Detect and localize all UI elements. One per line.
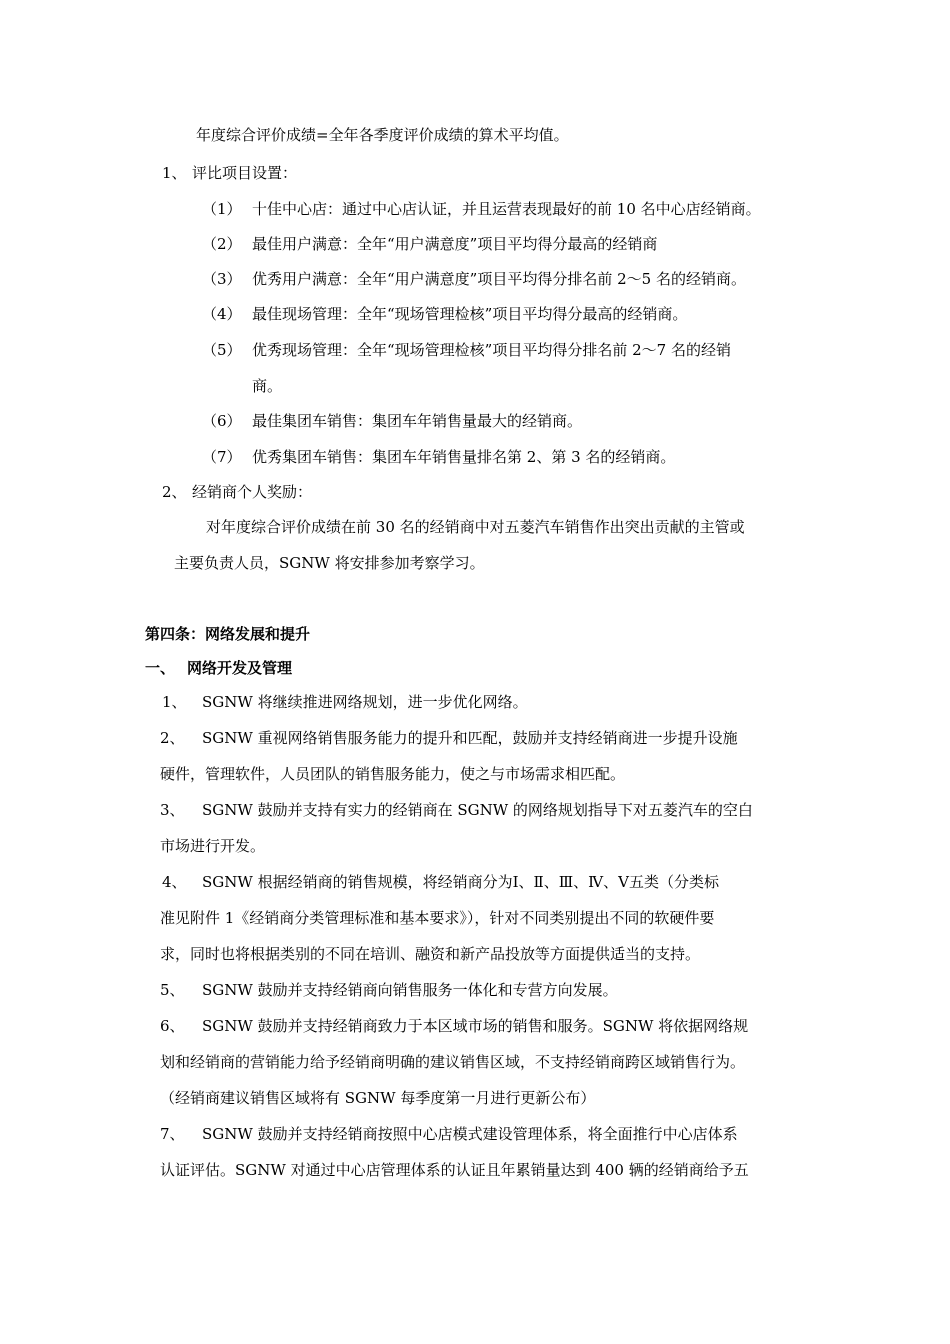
clause-text: SGNW 将继续推进网络规划，进一步优化网络。: [202, 693, 528, 711]
section-1-number: 1、: [162, 164, 187, 182]
item-text-continued: 商。: [252, 377, 283, 395]
clause-text: SGNW 鼓励并支持有实力的经销商在 SGNW 的网络规划指导下对五菱汽车的空白: [202, 801, 753, 819]
item-text: 最佳现场管理：全年“现场管理检核”项目平均得分最高的经销商。: [252, 305, 688, 323]
list-item: [202, 304, 687, 324]
list-item: [202, 447, 675, 467]
clause-text: SGNW 重视网络销售服务能力的提升和匹配，鼓励并支持经销商进一步提升设施: [202, 729, 738, 747]
item-text: 十佳中心店：通过中心店认证，并且运营表现最好的前 10 名中心店经销商。: [252, 200, 761, 218]
clause-text: SGNW 鼓励并支持经销商致力于本区域市场的销售和服务。SGNW 将依据网络规: [202, 1017, 749, 1035]
clause-4-line-2: 准见附件 1《经销商分类管理标准和基本要求》），针对不同类别提出不同的软硬件要: [160, 909, 715, 927]
subsection-heading: [145, 658, 292, 678]
clause-number: 7、: [160, 1125, 185, 1143]
clause-number: 5、: [160, 981, 185, 999]
article-heading: 第四条：网络发展和提升: [145, 625, 311, 643]
clause-7-line-2: 认证评估。SGNW 对通过中心店管理体系的认证且年累销量达到 400 辆的经销商给予五: [160, 1161, 749, 1179]
item-text: 最佳用户满意：全年“用户满意度”项目平均得分最高的经销商: [252, 235, 658, 253]
list-item: [202, 411, 582, 431]
clause-number: 1、: [162, 693, 187, 711]
item-text: 最佳集团车销售：集团车年销售量最大的经销商。: [252, 412, 583, 430]
clause-number: 2、: [160, 729, 185, 747]
section-2-heading: [162, 482, 312, 502]
clause-2: [160, 728, 738, 748]
item-number: （5）: [202, 341, 242, 359]
list-item: [202, 234, 657, 254]
item-text: 优秀用户满意：全年“用户满意度”项目平均得分排名前 2～5 名的经销商。: [252, 270, 746, 288]
list-item: [202, 199, 761, 219]
clause-7: [160, 1124, 738, 1144]
clause-3-line-2: 市场进行开发。: [160, 837, 266, 855]
section-1-title: 评比项目设置：: [192, 164, 298, 182]
item-text: 优秀集团车销售：集团车年销售量排名第 2、第 3 名的经销商。: [252, 448, 676, 466]
clause-6-line-2: 划和经销商的营销能力给予经销商明确的建议销售区域，不支持经销商跨区域销售行为。: [160, 1053, 746, 1071]
list-item: [202, 269, 746, 289]
item-number: （1）: [202, 200, 242, 218]
clause-text: SGNW 根据经销商的销售规模，将经销商分为Ⅰ、Ⅱ、Ⅲ、Ⅳ、Ⅴ五类（分类标: [202, 873, 719, 891]
item-text: 优秀现场管理：全年“现场管理检核”项目平均得分排名前 2～7 名的经销: [252, 341, 731, 359]
section-2-title: 经销商个人奖励：: [192, 483, 313, 501]
clause-number: 3、: [160, 801, 185, 819]
section-2-paragraph-line-2: 主要负责人员，SGNW 将安排参加考察学习。: [174, 554, 485, 572]
subsection-title: 网络开发及管理: [187, 659, 293, 677]
clause-6-line-3: （经销商建议销售区域将有 SGNW 每季度第一月进行更新公布）: [160, 1089, 596, 1107]
list-item: [202, 340, 731, 360]
item-number: （3）: [202, 270, 242, 288]
intro-text: 年度综合评价成绩=全年各季度评价成绩的算术平均值。: [196, 126, 569, 144]
section-2-paragraph-line-1: 对年度综合评价成绩在前 30 名的经销商中对五菱汽车销售作出突出贡献的主管或: [206, 518, 745, 536]
clause-6: [160, 1016, 748, 1036]
item-number: （4）: [202, 305, 242, 323]
clause-4: [162, 872, 719, 892]
item-number: （6）: [202, 412, 242, 430]
section-1-heading: [162, 163, 297, 183]
clause-2-line-2: 硬件，管理软件，人员团队的销售服务能力，使之与市场需求相匹配。: [160, 765, 626, 783]
item-number: （7）: [202, 448, 242, 466]
clause-number: 6、: [160, 1017, 185, 1035]
clause-4-line-3: 求，同时也将根据类别的不同在培训、融资和新产品投放等方面提供适当的支持。: [160, 945, 701, 963]
item-number: （2）: [202, 235, 242, 253]
clause-text: SGNW 鼓励并支持经销商按照中心店模式建设管理体系，将全面推行中心店体系: [202, 1125, 738, 1143]
clause-1: [162, 692, 528, 712]
clause-5: [160, 980, 618, 1000]
clause-text: SGNW 鼓励并支持经销商向销售服务一体化和专营方向发展。: [202, 981, 618, 999]
section-2-number: 2、: [162, 483, 187, 501]
clause-3: [160, 800, 753, 820]
subsection-number: 一、: [145, 659, 176, 677]
clause-number: 4、: [162, 873, 187, 891]
